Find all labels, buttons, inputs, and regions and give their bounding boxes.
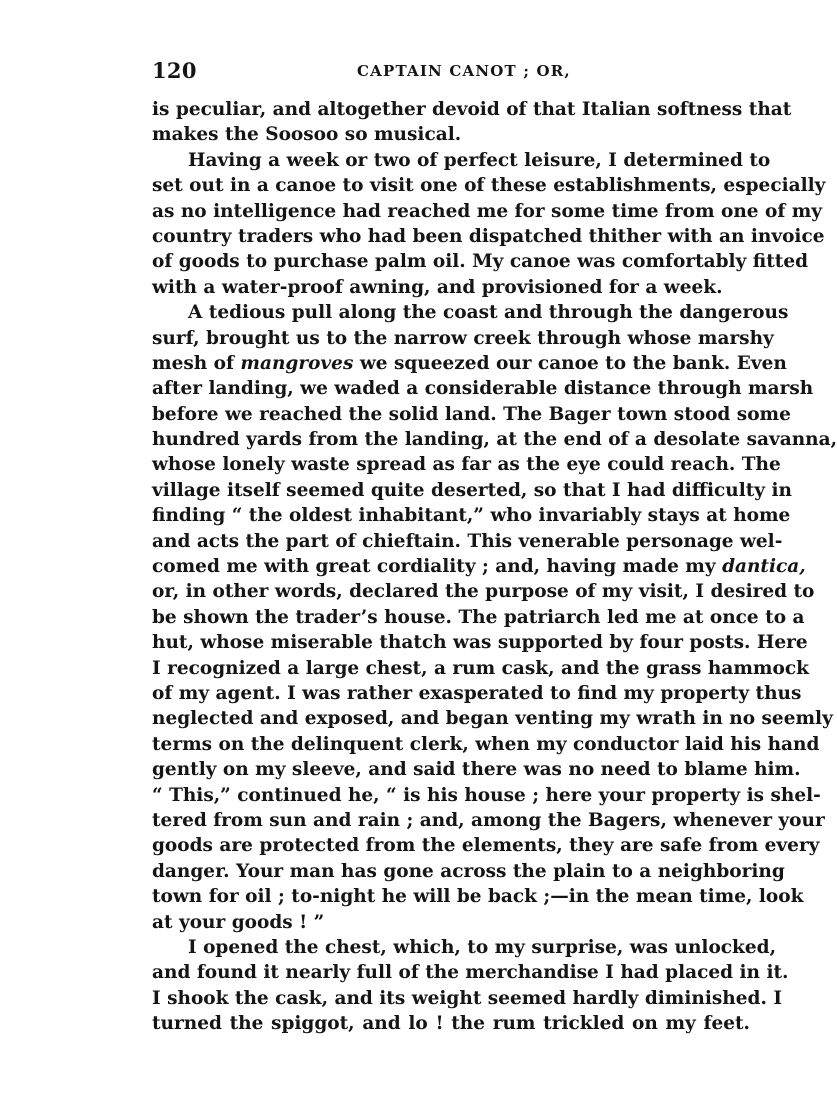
text-line: village itself seemed quite deserted, so that I had difficulty in	[152, 479, 792, 501]
body-text	[152, 97, 837, 1036]
text-line: hut, whose miserable thatch was supported by four posts. Here	[152, 632, 808, 654]
text-line: goods are protected from the elements, they are safe from every	[152, 835, 820, 857]
text-line: whose lonely waste spread as far as the eye could reach. The	[152, 454, 781, 476]
text-line	[152, 554, 806, 579]
text-line: with a water-proof awning, and provisioned for a week.	[152, 276, 723, 298]
page-number: 120	[152, 58, 197, 83]
line-text: mesh of	[152, 352, 241, 374]
running-head: CAPTAIN CANOT ; OR,	[357, 62, 571, 80]
text-line: tered from sun and rain ; and, among the Bagers, whenever your	[152, 809, 825, 831]
text-line: set out in a canoe to visit one of these establishments, especially	[152, 175, 826, 197]
text-line: country traders who had been dispatched thither with an invoice	[152, 225, 825, 247]
text-line	[152, 351, 787, 376]
text-line: and found it nearly full of the merchandise I had placed in it.	[152, 962, 789, 984]
line-text: comed me with great cordiality ; and, having made my	[152, 556, 723, 578]
text-line: surf, brought us to the narrow creek through whose marshy	[152, 327, 774, 349]
text-line: turned the spiggot, and lo ! the rum trickled on my feet.	[152, 1013, 750, 1035]
line-text: we squeezed our canoe to the bank. Even	[353, 352, 787, 374]
text-line: hundred yards from the landing, at the end of a desolate savanna,	[152, 429, 837, 451]
text-line: of goods to purchase palm oil. My canoe was comfortably fitted	[152, 251, 809, 273]
italic-term: mangroves	[240, 352, 354, 374]
text-line: danger. Your man has gone across the plain to a neighboring	[152, 860, 785, 882]
text-line: neglected and exposed, and began venting my wrath in no seemly	[152, 708, 833, 730]
text-line: Having a week or two of perfect leisure, I determined to	[188, 149, 771, 171]
text-line: terms on the delinquent clerk, when my conductor laid his hand	[152, 733, 820, 755]
text-line: is peculiar, and altogether devoid of that Italian softness that	[152, 99, 792, 120]
text-line: makes the Soosoo so musical.	[152, 124, 462, 146]
page-header	[152, 58, 750, 88]
text-line: or, in other words, declared the purpose of my visit, I desired to	[152, 581, 815, 603]
text-line: town for oil ; to-night he will be back ;—in the mean time, look	[152, 886, 804, 908]
text-line: I recognized a large chest, a rum cask, and the grass hammock	[152, 657, 809, 679]
text-line: I shook the cask, and its weight seemed hardly diminished. I	[152, 987, 782, 1009]
italic-term: dantica,	[722, 556, 806, 578]
text-line: at your goods ! ”	[152, 911, 325, 933]
text-line: as no intelligence had reached me for some time from one of my	[152, 200, 823, 222]
text-line: and acts the part of chieftain. This venerable personage wel-	[152, 530, 783, 552]
text-line: finding “ the oldest inhabitant,” who invariably stays at home	[152, 505, 791, 527]
text-line: of my agent. I was rather exasperated to find my property thus	[152, 682, 802, 704]
text-line: “ This,” continued he, “ is his house ; here your property is shel-	[152, 784, 821, 806]
text-line: after landing, we waded a considerable distance through marsh	[152, 378, 814, 400]
text-line: before we reached the solid land. The Bager town stood some	[152, 403, 791, 425]
text-line: I opened the chest, which, to my surprise, was unlocked,	[188, 936, 777, 958]
text-line: A tedious pull along the coast and through the dangerous	[188, 302, 789, 324]
text-line: be shown the trader’s house. The patriarch led me at once to a	[152, 606, 805, 628]
text-line: gently on my sleeve, and said there was no need to blame him.	[152, 759, 801, 781]
